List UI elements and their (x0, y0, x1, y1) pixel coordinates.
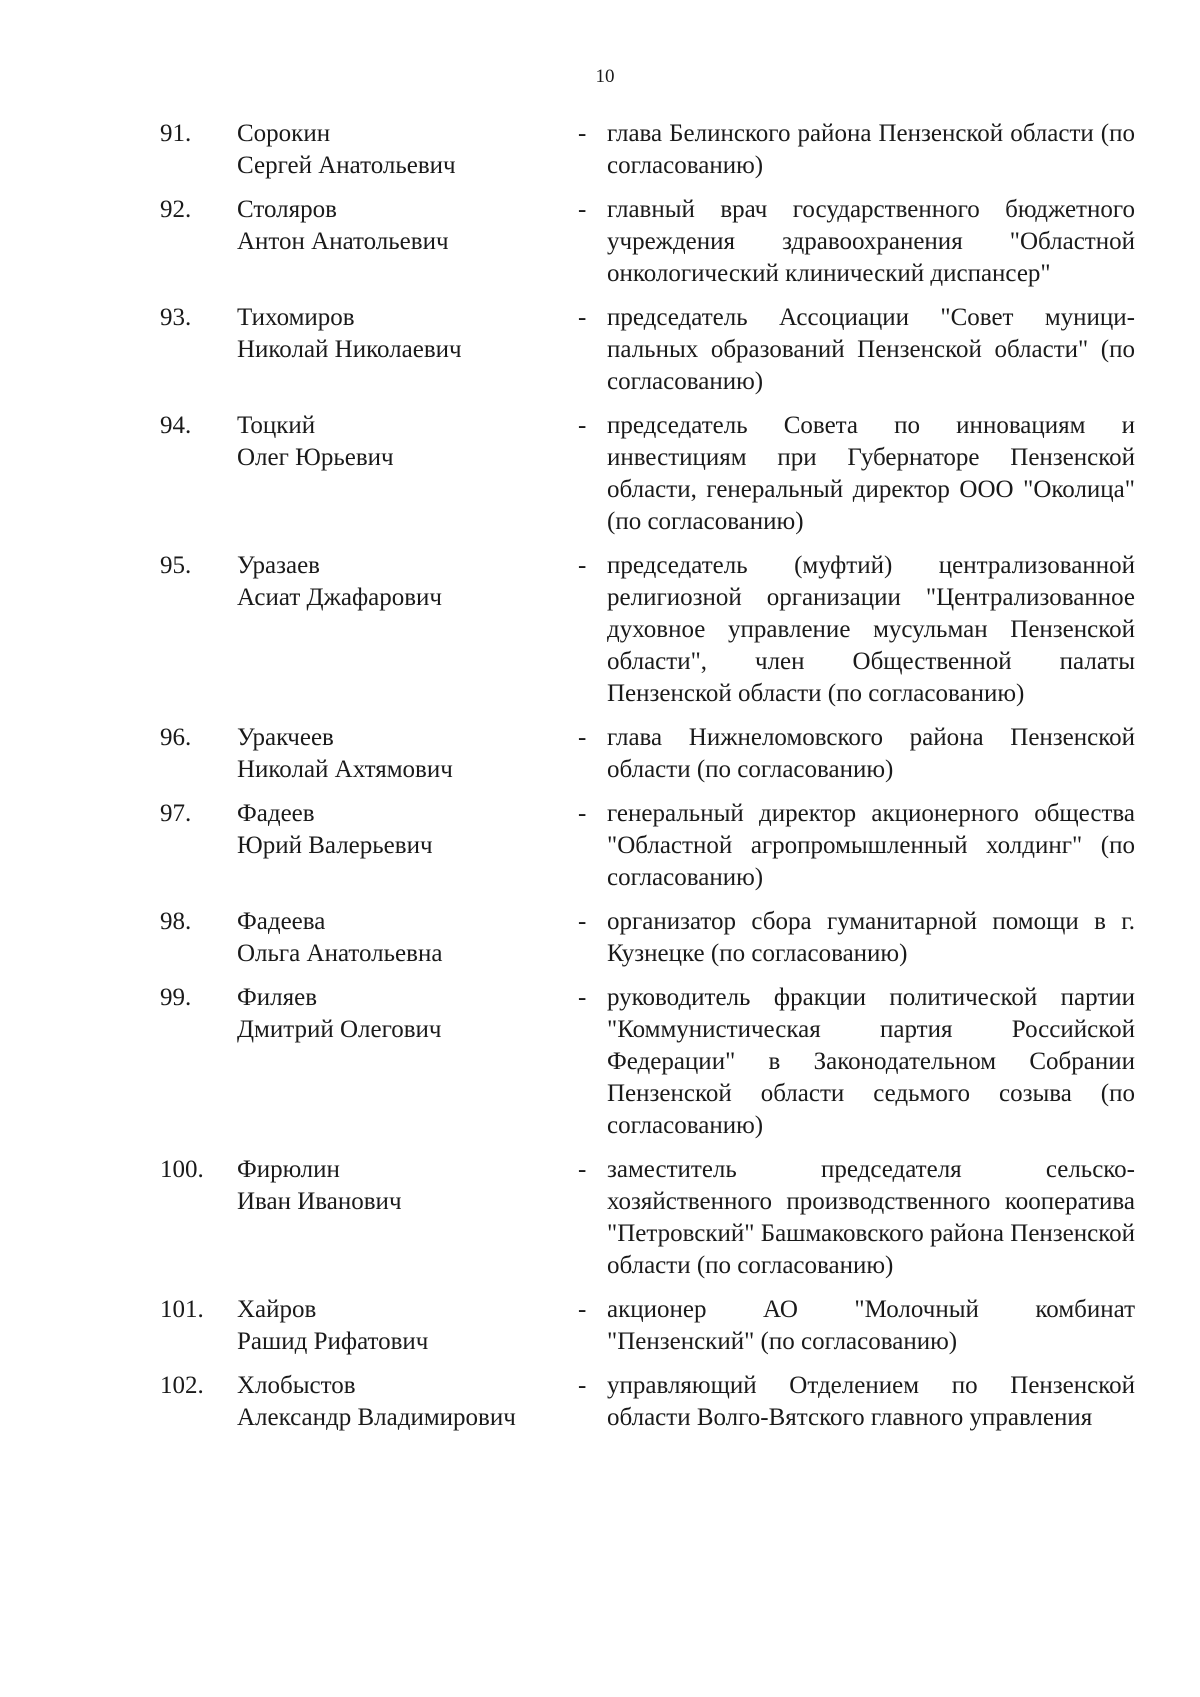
entry-number: 92. (160, 196, 192, 223)
person-name (237, 410, 567, 474)
list-item (0, 194, 1200, 290)
surname: Фадеева (237, 908, 326, 935)
person-name (237, 1370, 567, 1434)
given-names: Асиат Джафарович (237, 584, 443, 611)
position-description: организатор сбора гуманитарной помощи в г. Кузнецке (по согласованию) (607, 908, 1135, 967)
surname: Тихомиров (237, 304, 355, 331)
list-item (0, 410, 1200, 538)
position-description: председатель (муфтий) централизованной религиозной организации "Централизованное духовное управление мусульман Пензенской области", член Общественной палаты Пензенской области (по согласованию) (607, 552, 1135, 707)
entry-number: 102. (160, 1372, 204, 1399)
surname: Хлобыстов (237, 1372, 356, 1399)
list-item (0, 302, 1200, 398)
position-description: акционер АО "Молочный комбинат "Пензенский" (по согласованию) (607, 1296, 1135, 1355)
surname: Сорокин (237, 120, 331, 147)
entry-number: 101. (160, 1296, 204, 1323)
surname: Фадеев (237, 800, 315, 827)
person-name (237, 798, 567, 862)
list-item (0, 906, 1200, 970)
given-names: Олег Юрьевич (237, 444, 394, 471)
members-list (0, 118, 1200, 1446)
dash: - (578, 1372, 587, 1399)
list-item (0, 798, 1200, 894)
given-names: Иван Иванович (237, 1188, 402, 1215)
list-item (0, 1370, 1200, 1434)
position-description: глава Нижнеломовского района Пензенской области (по согласованию) (607, 724, 1135, 783)
list-item (0, 1154, 1200, 1282)
dash: - (578, 1156, 587, 1183)
entry-number: 100. (160, 1156, 204, 1183)
person-name (237, 982, 567, 1046)
given-names: Сергей Анатольевич (237, 152, 456, 179)
list-item (0, 1294, 1200, 1358)
person-name (237, 1294, 567, 1358)
position-description: председатель Ассоциации "Совет муниципальных образований Пензенской области" (по согласованию) (607, 304, 1135, 395)
person-name (237, 550, 567, 614)
position-description: заместитель председателя сельскохозяйственного производственного кооператива "Петровский" Башмаковского района Пензенской области (по согласованию) (607, 1156, 1135, 1279)
person-name (237, 1154, 567, 1218)
given-names: Юрий Валерьевич (237, 832, 433, 859)
given-names: Дмитрий Олегович (237, 1016, 442, 1043)
given-names: Ольга Анатольевна (237, 940, 443, 967)
entry-number: 96. (160, 724, 192, 751)
list-item (0, 982, 1200, 1142)
dash: - (578, 120, 587, 147)
dash: - (578, 800, 587, 827)
surname: Столяров (237, 196, 337, 223)
dash: - (578, 1296, 587, 1323)
entry-number: 91. (160, 120, 192, 147)
surname: Уразаев (237, 552, 320, 579)
list-item (0, 722, 1200, 786)
dash: - (578, 412, 587, 439)
position-description: главный врач государственного бюджетного учреждения здравоохранения "Областной онкологический клинический диспансер" (607, 196, 1135, 287)
position-description: председатель Совета по инновациям и инвестициям при Губернаторе Пензенской области, генеральный директор ООО "Околица" (по согласованию) (607, 412, 1135, 535)
given-names: Александр Владимирович (237, 1404, 516, 1431)
position-description: управляющий Отделением по Пензенской области Волго-Вятского главного управления (607, 1372, 1135, 1431)
dash: - (578, 724, 587, 751)
entry-number: 98. (160, 908, 192, 935)
dash: - (578, 908, 587, 935)
position-description: руководитель фракции политической партии "Коммунистическая партия Российской Федерации" в Законодательном Собрании Пензенской области седьмого созыва (по согласованию) (607, 984, 1135, 1139)
surname: Уракчеев (237, 724, 334, 751)
position-description: генеральный директор акционерного общества "Областной агропромышленный холдинг" (по согласованию) (607, 800, 1135, 891)
surname: Фирюлин (237, 1156, 340, 1183)
dash: - (578, 552, 587, 579)
entry-number: 99. (160, 984, 192, 1011)
list-item (0, 118, 1200, 182)
given-names: Антон Анатольевич (237, 228, 449, 255)
surname: Хайров (237, 1296, 317, 1323)
page-number: 10 (595, 66, 615, 87)
dash: - (578, 304, 587, 331)
person-name (237, 302, 567, 366)
person-name (237, 906, 567, 970)
person-name (237, 722, 567, 786)
entry-number: 97. (160, 800, 192, 827)
person-name (237, 194, 567, 258)
dash: - (578, 196, 587, 223)
list-item (0, 550, 1200, 710)
entry-number: 94. (160, 412, 192, 439)
dash: - (578, 984, 587, 1011)
surname: Филяев (237, 984, 318, 1011)
person-name (237, 118, 567, 182)
surname: Тоцкий (237, 412, 316, 439)
given-names: Николай Николаевич (237, 336, 462, 363)
given-names: Рашид Рифатович (237, 1328, 429, 1355)
entry-number: 95. (160, 552, 192, 579)
position-description: глава Белинского района Пензенской области (по согласованию) (607, 120, 1135, 179)
entry-number: 93. (160, 304, 192, 331)
given-names: Николай Ахтямович (237, 756, 453, 783)
